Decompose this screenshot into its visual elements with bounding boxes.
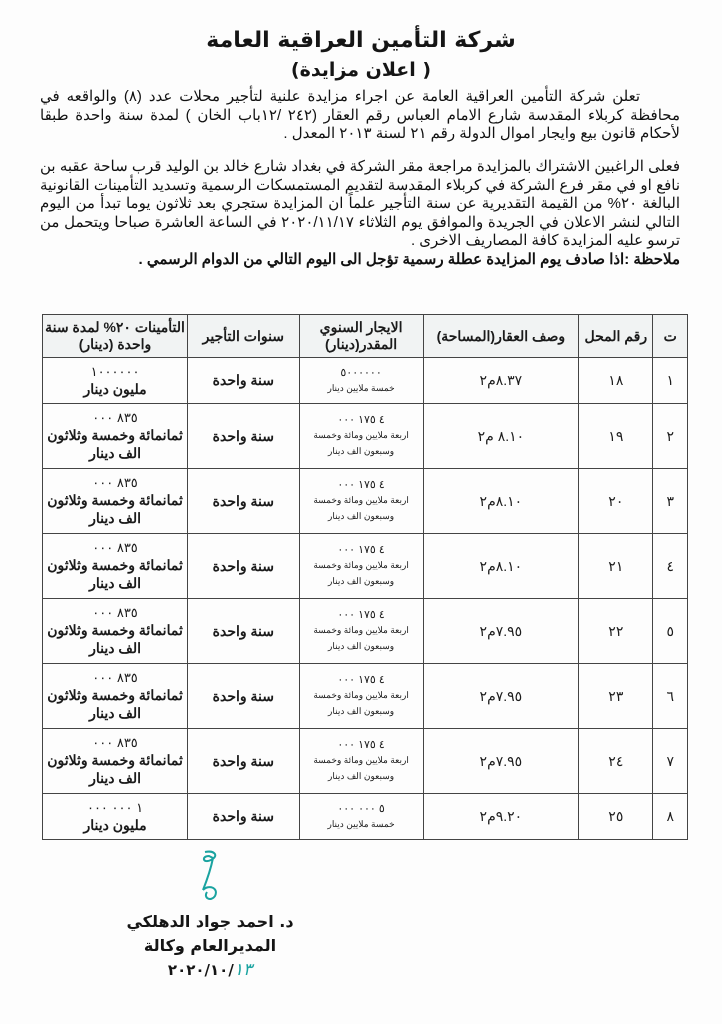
lease-years-value: سنة واحدة xyxy=(212,622,275,639)
cell-description xyxy=(423,729,579,794)
cell-lease-years xyxy=(188,664,300,729)
deposit-number: ٨٣٥ ٠٠٠ xyxy=(92,540,138,555)
header-seq: ت xyxy=(653,315,688,358)
description-value: ٧.٩٥م٢ xyxy=(479,752,523,769)
table-row xyxy=(43,664,688,729)
seq-value: ٢ xyxy=(666,427,674,444)
shop-no-value: ٢٣ xyxy=(608,687,624,704)
header-description: وصف العقار(المساحة) xyxy=(423,315,579,358)
table-row xyxy=(43,599,688,664)
shop-no-value: ١٨ xyxy=(608,372,624,388)
shop-no-value: ٢٠ xyxy=(608,492,624,509)
cell-deposit xyxy=(43,404,188,469)
cell-annual-rent xyxy=(299,358,423,404)
lease-years-value: سنة واحدة xyxy=(212,372,275,388)
description-value: ٨.٣٧م٢ xyxy=(479,372,523,388)
cell-lease-years xyxy=(188,794,300,840)
cell-deposit xyxy=(43,664,188,729)
rent-words: خمسة ملايين دينار xyxy=(327,382,395,393)
cell-seq xyxy=(653,358,688,404)
deposit-number: ٨٣٥ ٠٠٠ xyxy=(92,605,138,620)
rent-number: ٤ ١٧٥ ٠٠٠ xyxy=(337,609,385,621)
cell-shop-no xyxy=(579,534,653,599)
cell-description xyxy=(423,664,579,729)
cell-shop-no xyxy=(579,729,653,794)
lease-years-value: سنة واحدة xyxy=(212,557,275,574)
shop-no-value: ٢٤ xyxy=(608,752,624,769)
cell-shop-no xyxy=(579,664,653,729)
cell-lease-years xyxy=(188,599,300,664)
seq-value: ٧ xyxy=(666,752,674,769)
rent-words: اربعة ملايين ومائة وخمسة وسبعون الف دينار xyxy=(313,625,409,651)
auction-table xyxy=(42,314,688,840)
deposit-words: ثمانمائة وخمسة وثلاثون الف دينار xyxy=(47,752,183,786)
rent-words: اربعة ملايين ومائة وخمسة وسبعون الف دينار xyxy=(313,560,409,586)
seq-value: ٣ xyxy=(666,492,674,509)
cell-lease-years xyxy=(188,404,300,469)
deposit-number: ٨٣٥ ٠٠٠ xyxy=(92,475,138,490)
cell-seq xyxy=(653,729,688,794)
company-title: شركة التأمين العراقية العامة xyxy=(206,28,516,53)
cell-annual-rent xyxy=(299,404,423,469)
cell-annual-rent xyxy=(299,729,423,794)
announcement-paragraph-1 xyxy=(40,88,680,144)
deposit-number: ١ ٠٠٠ ٠٠٠ xyxy=(86,799,144,815)
description-value: ٨.١٠م٢ xyxy=(479,492,523,509)
cell-annual-rent xyxy=(299,664,423,729)
cell-description xyxy=(423,794,579,840)
rent-number: ٤ ١٧٥ ٠٠٠ xyxy=(337,414,385,426)
cell-seq xyxy=(653,664,688,729)
cell-annual-rent xyxy=(299,469,423,534)
seq-value: ١ xyxy=(666,372,674,388)
cell-shop-no xyxy=(579,794,653,840)
paragraph-1-text: تعلن شركة التأمين العراقية العامة عن اجراء مزايدة علنية لتأجير محلات عدد (٨) والواقعه في محافظة كربلاء المقدسة شارع الامام العباس رقم العقار (٢٤٢ /١٢باب الخان ) لمدة سنة واحدة طبقا لأحكام قانون بيع وايجار اموال الدولة رقم ٢١ لسنة ٢٠١٣ المعدل . xyxy=(40,88,680,142)
lease-years-value: سنة واحدة xyxy=(212,492,275,509)
deposit-number: ٨٣٥ ٠٠٠ xyxy=(92,735,138,750)
deposit-number: ٨٣٥ ٠٠٠ xyxy=(92,670,138,685)
signature-date xyxy=(110,960,310,980)
cell-deposit xyxy=(43,729,188,794)
rent-words: اربعة ملايين ومائة وخمسة وسبعون الف دينار xyxy=(313,755,409,781)
cell-deposit xyxy=(43,599,188,664)
rent-number: ٤ ١٧٥ ٠٠٠ xyxy=(337,544,385,556)
cell-lease-years xyxy=(188,358,300,404)
signatory-position: المديرالعام وكالة xyxy=(143,936,277,955)
rent-words: خمسة ملايين دينار xyxy=(327,818,395,829)
header-lease-years: سنوات التأجير xyxy=(188,315,300,358)
description-value: ٨.١٠ م٢ xyxy=(477,427,525,444)
seq-value: ٨ xyxy=(666,808,674,824)
cell-deposit xyxy=(43,358,188,404)
cell-annual-rent xyxy=(299,794,423,840)
cell-description xyxy=(423,358,579,404)
deposit-words: ثمانمائة وخمسة وثلاثون الف دينار xyxy=(47,427,183,461)
description-value: ٧.٩٥م٢ xyxy=(479,687,523,704)
table-row xyxy=(43,469,688,534)
date-printed: ٢٠٢٠/١٠/ xyxy=(167,961,234,979)
cell-shop-no xyxy=(579,404,653,469)
lease-years-value: سنة واحدة xyxy=(212,427,275,444)
cell-deposit xyxy=(43,469,188,534)
cell-description xyxy=(423,469,579,534)
cell-seq xyxy=(653,404,688,469)
cell-seq xyxy=(653,599,688,664)
shop-no-value: ١٩ xyxy=(608,427,624,444)
cell-shop-no xyxy=(579,469,653,534)
rent-words: اربعة ملايين ومائة وخمسة وسبعون الف دينار xyxy=(313,690,409,716)
seq-value: ٤ xyxy=(666,557,674,574)
cell-deposit xyxy=(43,794,188,840)
cell-seq xyxy=(653,469,688,534)
table-row xyxy=(43,404,688,469)
cell-annual-rent xyxy=(299,599,423,664)
cell-annual-rent xyxy=(299,534,423,599)
rent-number: ٤ ١٧٥ ٠٠٠ xyxy=(337,739,385,751)
description-value: ٩.٢٠م٢ xyxy=(479,808,523,824)
announcement-subtitle: ( اعلان مزايدة) xyxy=(290,59,432,81)
header-deposit: التأمينات ٢٠% لمدة سنة واحدة (دينار) xyxy=(43,315,188,358)
seq-value: ٥ xyxy=(666,622,674,639)
cell-lease-years xyxy=(188,729,300,794)
rent-number: ٥ ٠٠٠ ٠٠٠ xyxy=(337,802,385,815)
deposit-words: ثمانمائة وخمسة وثلاثون الف دينار xyxy=(47,492,183,526)
header-shop-no: رقم المحل xyxy=(579,315,653,358)
rent-words: اربعة ملايين ومائة وخمسة وسبعون الف دينار xyxy=(313,430,409,456)
table-row xyxy=(43,729,688,794)
rent-words: اربعة ملايين ومائة وخمسة وسبعون الف دينار xyxy=(313,495,409,521)
lease-years-value: سنة واحدة xyxy=(212,752,275,769)
paragraph-2-text: فعلى الراغبين الاشتراك بالمزايدة مراجعة مقر الشركة في بغداد شارع خالد بن الوليد قرب ساحة عقبه بن نافع او في مقر فرع الشركة في كربلاء المقدسة لتقديم المستمسكات الرسمية وتسديد التأمينات القانونية البالغة ٢٠% من القيمة التقديرية عن سنة التأجير علماً ان المزايدة ستجري بعد ثلاثون يوما تبدأ من اليوم التالي لنشر الاعلان في الجريدة والموافق يوم الثلاثاء ٢٠٢٠/١١/١٧ في الساعة العاشرة صباحا ويتحمل من ترسو عليه المزايدة كافة المصاريف الاخرى . xyxy=(40,158,681,249)
deposit-words: ثمانمائة وخمسة وثلاثون الف دينار xyxy=(47,557,183,591)
deposit-words: مليون دينار xyxy=(83,380,147,397)
lease-years-value: سنة واحدة xyxy=(212,808,275,824)
shop-no-value: ٢٥ xyxy=(608,808,624,824)
deposit-number: ١٠٠٠٠٠٠ xyxy=(90,363,140,379)
cell-seq xyxy=(653,534,688,599)
lease-years-value: سنة واحدة xyxy=(212,687,275,704)
announcement-paragraph-2 xyxy=(40,158,680,269)
cell-deposit xyxy=(43,534,188,599)
deposit-words: مليون دينار xyxy=(83,816,147,833)
description-value: ٧.٩٥م٢ xyxy=(479,622,523,639)
rent-number: ٤ ١٧٥ ٠٠٠ xyxy=(337,674,385,686)
table-row xyxy=(43,534,688,599)
cell-description xyxy=(423,404,579,469)
table-body xyxy=(43,358,688,840)
cell-lease-years xyxy=(188,469,300,534)
date-handwritten-day: ١٣ xyxy=(233,960,253,980)
note-text: ملاحظة :اذا صادف يوم المزايدة عطلة رسمية تؤجل الى اليوم التالي من الدوام الرسمي . xyxy=(138,250,680,268)
cell-shop-no xyxy=(579,599,653,664)
header-annual-rent: الايجار السنوي المقدر(دينار) xyxy=(299,315,423,358)
shop-no-value: ٢١ xyxy=(608,557,624,574)
cell-seq xyxy=(653,794,688,840)
deposit-number: ٨٣٥ ٠٠٠ xyxy=(92,410,138,425)
deposit-words: ثمانمائة وخمسة وثلاثون الف دينار xyxy=(47,687,183,721)
cell-description xyxy=(423,534,579,599)
rent-number: ٥٠٠٠٠٠٠ xyxy=(340,366,382,379)
cell-lease-years xyxy=(188,534,300,599)
cell-description xyxy=(423,599,579,664)
table-header-row xyxy=(43,315,688,358)
rent-number: ٤ ١٧٥ ٠٠٠ xyxy=(337,479,385,491)
handwritten-signature-icon xyxy=(185,848,235,908)
deposit-words: ثمانمائة وخمسة وثلاثون الف دينار xyxy=(47,622,183,656)
signatory-name: د. احمد جواد الدهلكي xyxy=(126,912,294,931)
cell-shop-no xyxy=(579,358,653,404)
description-value: ٨.١٠م٢ xyxy=(479,557,523,574)
seq-value: ٦ xyxy=(666,687,674,704)
shop-no-value: ٢٢ xyxy=(608,622,624,639)
table-row xyxy=(43,358,688,404)
table-row xyxy=(43,794,688,840)
